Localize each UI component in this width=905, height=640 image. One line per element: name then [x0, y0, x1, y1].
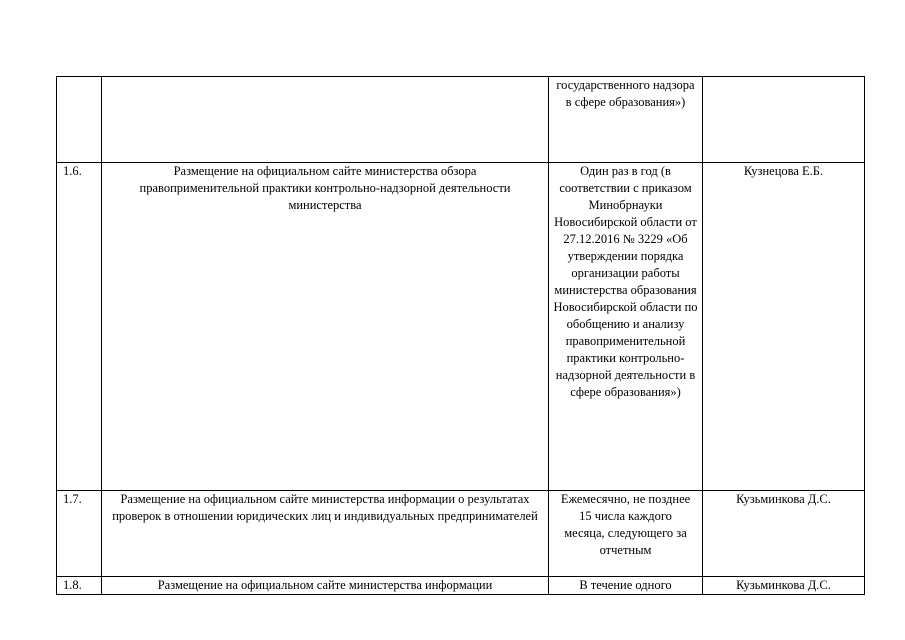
table-row [57, 577, 865, 595]
deadline-cell [549, 163, 703, 491]
deadline-text: Один раз в год (в соответствии с приказом Минобрнауки Новосибирской области от 27.12.2016 № 3229 «Об утверждении порядка организации работы министерства образования Новосибирской области по обобщению и анализу правоприменительной практики контрольно-надзорной деятельности в сфере образования») [553, 164, 698, 399]
responsible-person: Кузьминкова Д.С. [703, 577, 865, 595]
deadline-cell [549, 77, 703, 163]
table-row [57, 163, 865, 491]
row-number: 1.6. [57, 163, 102, 491]
deadline-cell [549, 491, 703, 577]
event-description: Размещение на официальном сайте министерства информации о результатах проверок в отношении юридических лиц и индивидуальных предпринимателей [102, 491, 549, 577]
deadline-text: Ежемесячно, не позднее 15 числа каждого месяца, следующего за отчетным [560, 492, 691, 557]
responsible-person [703, 77, 865, 163]
row-number [57, 77, 102, 163]
table-row [57, 77, 865, 163]
deadline-cell: В течение одного [549, 577, 703, 595]
responsible-person: Кузнецова Е.Б. [703, 163, 865, 491]
event-description [102, 163, 549, 491]
deadline-text: государственного надзора в сфере образования») [556, 78, 695, 109]
events-table [56, 76, 865, 595]
event-text: Размещение на официальном сайте министерства обзора правоприменительной практики контрольно-надзорной деятельности министерства [139, 164, 511, 212]
responsible-person: Кузьминкова Д.С. [703, 491, 865, 577]
event-description: Размещение на официальном сайте министерства информации [102, 577, 549, 595]
table-row [57, 491, 865, 577]
event-description [102, 77, 549, 163]
row-number: 1.7. [57, 491, 102, 577]
row-number: 1.8. [57, 577, 102, 595]
